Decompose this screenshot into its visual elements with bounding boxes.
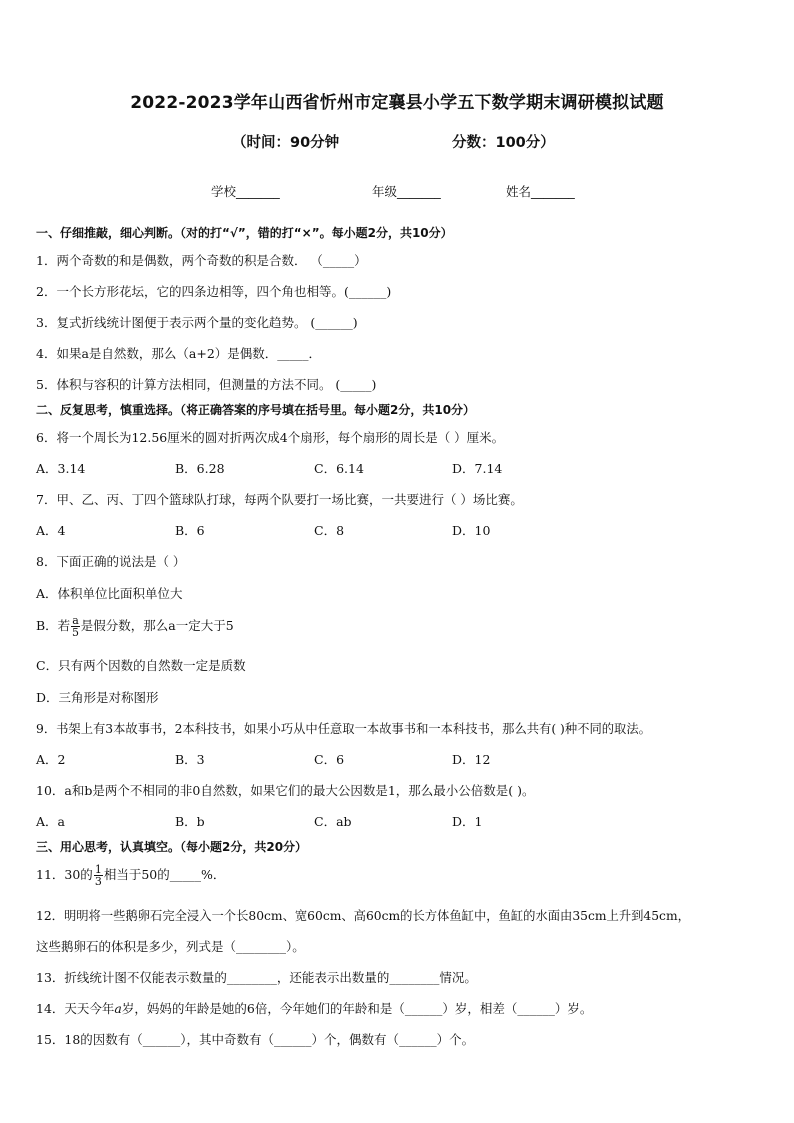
name-field: 姓名_______ xyxy=(506,184,575,199)
q8-option-c: C．只有两个因数的自然数一定是质数 xyxy=(36,658,246,673)
q10-option-a: A．a xyxy=(36,814,65,829)
q14-suffix: 岁，妈妈的年龄是她的6倍，今年她们的年龄和是（______）岁，相差（______）岁。 xyxy=(121,1001,593,1016)
question-4: 4．如果a是自然数，那么（a+2）是偶数．_____． xyxy=(36,346,322,361)
section-1-heading: 一、仔细推敲，细心判断。（对的打“√”，错的打“×”。每小题2分，共10分） xyxy=(36,226,453,240)
q8-option-b xyxy=(36,615,234,638)
q8-option-d: D．三角形是对称图形 xyxy=(36,690,159,705)
q6-option-b: B．6.28 xyxy=(175,461,225,476)
q9-option-c: C．6 xyxy=(314,752,345,767)
q8-fraction-denominator: 5 xyxy=(71,626,79,639)
question-14 xyxy=(36,999,592,1017)
q9-option-d: D．12 xyxy=(452,752,491,767)
question-12-line-1: 12．明明将一些鹅卵石完全浸入一个长80cm、宽60cm、高60cm的长方体鱼缸中，鱼缸的水面由35cm上升到45cm， xyxy=(36,909,690,923)
question-10: 10．a和b是两个不相同的非0自然数，如果它们的最大公因数是1，那么最小公倍数是( )。 xyxy=(36,783,535,798)
q11-fraction-denominator: 3 xyxy=(94,875,102,888)
question-15: 15．18的因数有（______），其中奇数有（______）个，偶数有（______）个。 xyxy=(36,1032,475,1047)
question-6: 6．将一个周长为12.56厘米的圆对折两次成4个扇形，每个扇形的周长是（ ）厘米。 xyxy=(36,430,505,445)
q8-b-suffix: 是假分数，那么a一定大于5 xyxy=(80,618,234,633)
q8-fraction-numerator: a xyxy=(72,614,79,627)
q14-prefix: 14．天天今年 xyxy=(36,1001,115,1016)
q6-option-d: D．7.14 xyxy=(452,461,503,476)
q14-variable: a xyxy=(114,1001,122,1016)
section-3-heading: 三、用心思考，认真填空。（每小题2分，共20分） xyxy=(36,840,308,854)
q6-option-a: A．3.14 xyxy=(36,461,86,476)
q7-option-b: B．6 xyxy=(175,523,205,538)
q10-option-d: D．1 xyxy=(452,814,483,829)
section-2-heading: 二、反复思考，慎重选择。（将正确答案的序号填在括号里。每小题2分，共10分） xyxy=(36,403,476,417)
question-7: 7．甲、乙、丙、丁四个篮球队打球，每两个队要打一场比赛，一共要进行（ ）场比赛。 xyxy=(36,492,523,507)
question-3: 3．复式折线统计图便于表示两个量的变化趋势。 (______) xyxy=(36,315,358,330)
question-9: 9．书架上有3本故事书，2本科技书，如果小巧从中任意取一本故事书和一本科技书，那么共有( )种不同的取法。 xyxy=(36,722,651,736)
q11-prefix: 11．30的 xyxy=(36,867,93,882)
q8-option-a: A．体积单位比面积单位大 xyxy=(36,586,183,601)
question-5: 5．体积与容积的计算方法相同，但测量的方法不同。 (_____) xyxy=(36,377,377,392)
question-13: 13．折线统计图不仅能表示数量的________，还能表示出数量的________情况。 xyxy=(36,970,477,985)
q11-fraction xyxy=(94,864,103,887)
question-12-line-2: 这些鹅卵石的体积是多少，列式是（________）。 xyxy=(36,939,305,954)
q11-fraction-numerator: 1 xyxy=(94,863,102,876)
question-2: 2．一个长方形花坛，它的四条边相等，四个角也相等。(______) xyxy=(36,284,392,299)
question-8: 8．下面正确的说法是（ ） xyxy=(36,554,186,569)
q7-option-a: A．4 xyxy=(36,523,66,538)
q6-option-c: C．6.14 xyxy=(314,461,364,476)
q9-option-a: A．2 xyxy=(36,752,66,767)
q8-fraction xyxy=(71,615,80,638)
question-11 xyxy=(36,864,225,887)
q9-option-b: B．3 xyxy=(175,752,205,767)
page-title: 2022-2023学年山西省忻州市定襄县小学五下数学期末调研模拟试题 xyxy=(130,93,664,113)
q8-b-prefix: B．若 xyxy=(36,618,71,633)
q7-option-c: C．8 xyxy=(314,523,345,538)
exam-time: （时间：90分钟 xyxy=(232,135,340,151)
q10-option-c: C．ab xyxy=(314,814,352,829)
school-field: 学校_______ xyxy=(211,184,280,199)
grade-field: 年级_______ xyxy=(372,184,441,199)
q11-suffix: 相当于50的_____%． xyxy=(103,867,226,882)
exam-score: 分数：100分） xyxy=(452,135,555,151)
q10-option-b: B．b xyxy=(175,814,205,829)
question-1: 1．两个奇数的和是偶数，两个奇数的积是合数． （_____） xyxy=(36,253,367,268)
q7-option-d: D．10 xyxy=(452,523,491,538)
